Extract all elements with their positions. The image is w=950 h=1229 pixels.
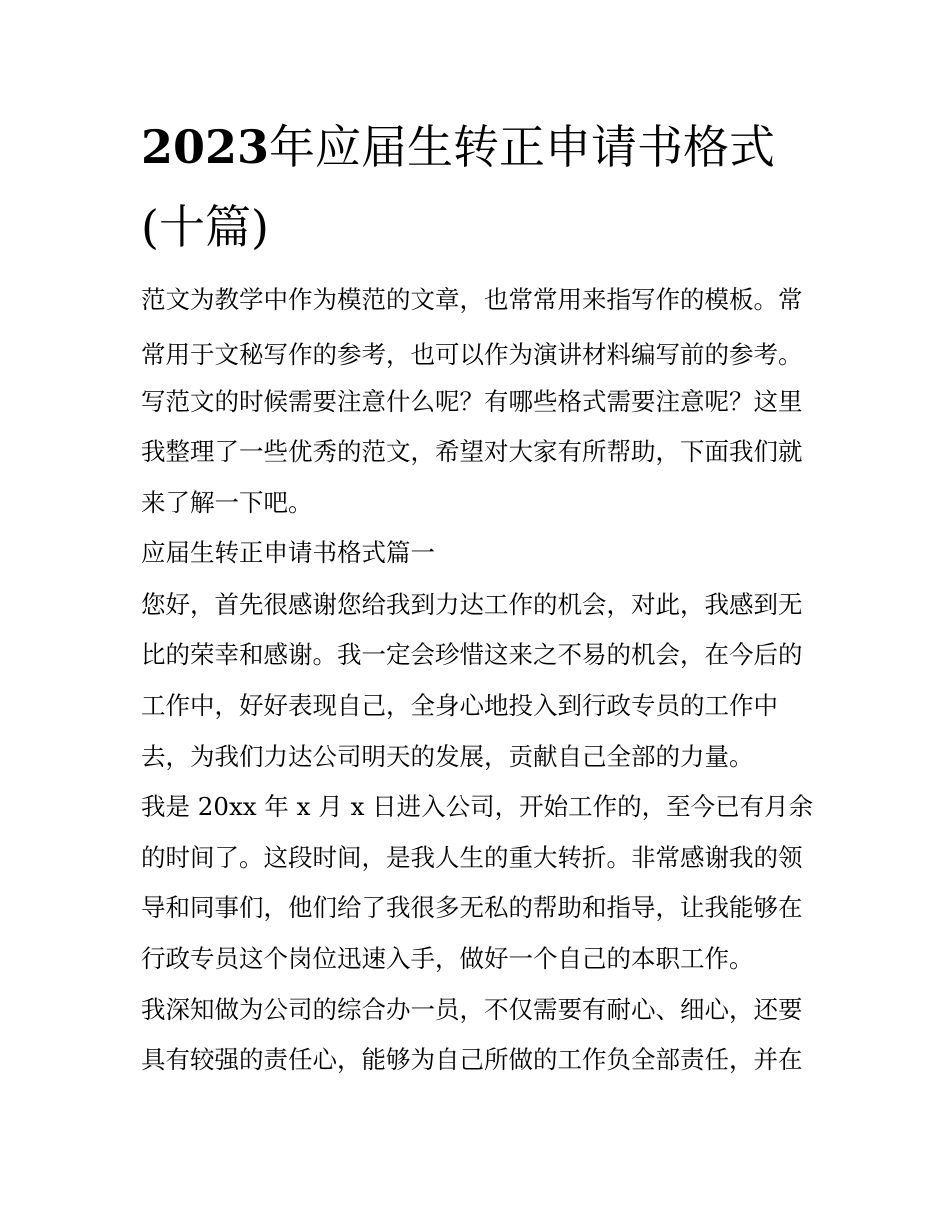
title-text: 年应届生转正申请书格式: [269, 120, 776, 174]
body-line-16: 具有较强的责任心，能够为自己所做的工作负全部责任，并在: [141, 1045, 803, 1074]
document-title-line-2: (十篇): [141, 200, 269, 254]
body-line-13: 导和同事们，他们给了我很多无私的帮助和指导，让我能够在: [141, 893, 803, 922]
body-line-9: 工作中，好好表现自己，全身心地投入到行政专员的工作中: [141, 691, 778, 720]
body-line-14: 行政专员这个岗位迅速入手，做好一个自己的本职工作。: [141, 944, 754, 973]
body-line-10: 去，为我们力达公司明天的发展，贡献自己全部的力量。: [141, 742, 754, 771]
body-line-2: 常用于文秘写作的参考，也可以作为演讲材料编写前的参考。: [141, 340, 803, 369]
body-line-15: 我深知做为公司的综合办一员，不仅需要有耐心、细心，还要: [141, 995, 803, 1024]
body-line-4: 我整理了一些优秀的范文，希望对大家有所帮助，下面我们就: [141, 437, 803, 466]
body-line-3: 写范文的时候需要注意什么呢？有哪些格式需要注意呢？这里: [141, 387, 803, 416]
body-line-11: 我是 20xx 年 x 月 x 日进入公司，开始工作的，至今已有月余: [141, 792, 814, 821]
document-title-line-1: [141, 120, 775, 174]
body-line-1: 范文为教学中作为模范的文章，也常常用来指写作的模板。常: [141, 285, 803, 314]
body-line-7: 您好，首先很感谢您给我到力达工作的机会，对此，我感到无: [141, 590, 803, 619]
section-heading: 应届生转正申请书格式篇一: [141, 538, 435, 567]
title-year: 2023: [141, 120, 270, 174]
body-line-5: 来了解一下吧。: [141, 488, 313, 517]
body-line-12: 的时间了。这段时间，是我人生的重大转折。非常感谢我的领: [141, 843, 803, 872]
body-line-8: 比的荣幸和感谢。我一定会珍惜这来之不易的机会，在今后的: [141, 640, 803, 669]
